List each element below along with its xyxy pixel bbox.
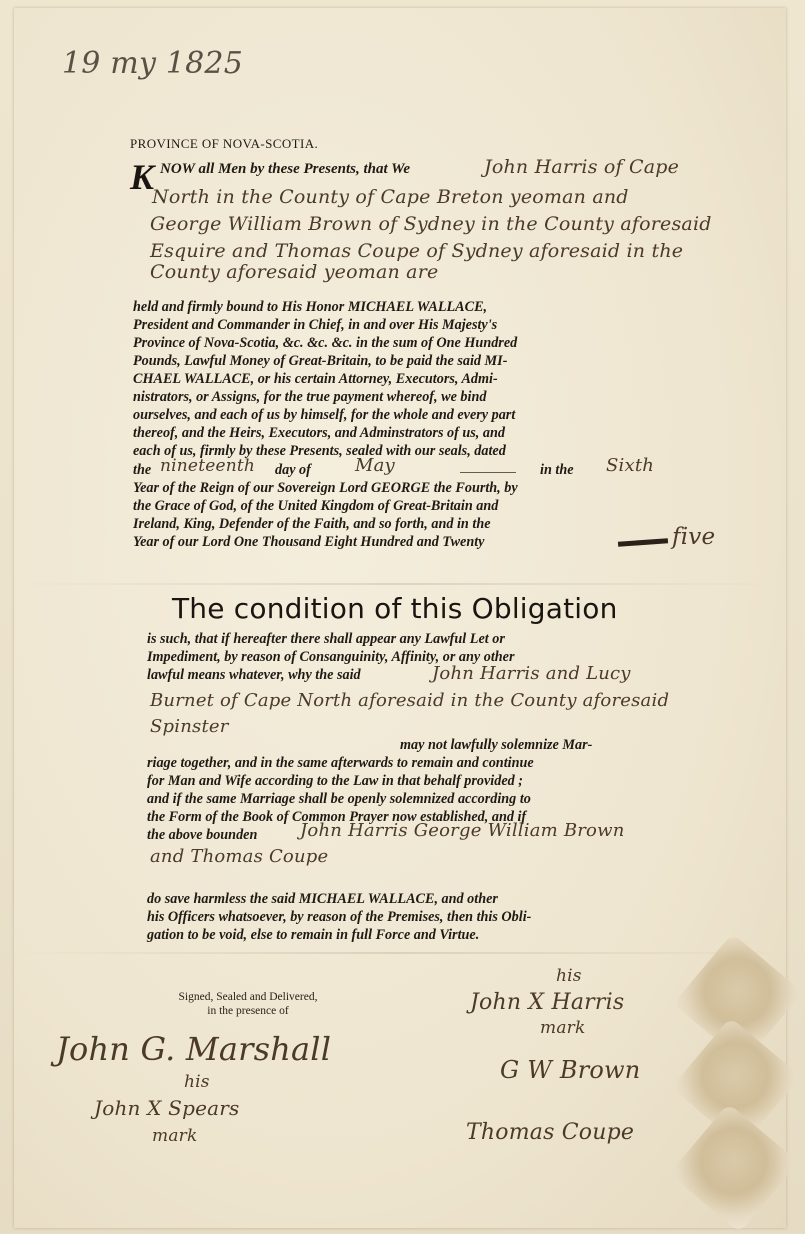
condition-line: riage together, and in the same afterwards to remain and continue [147, 755, 534, 771]
signer-signature: G W Brown [500, 1056, 641, 1084]
regnal-year: Sixth [606, 455, 655, 476]
province-heading: PROVINCE OF NOVA-SCOTIA. [130, 136, 319, 151]
bond-opening: NOW all Men by these Presents, that We [160, 161, 411, 177]
witness-label [168, 990, 328, 1018]
bond-text-line: CHAEL WALLACE, or his certain Attorney, Executors, Admi- [133, 371, 498, 387]
condition-line: and if the same Marriage shall be openly solemnized according to [147, 791, 531, 807]
date-line-prefix: the [133, 462, 152, 478]
condition-line: the Form of the Book of Common Prayer now established, and if [147, 809, 527, 825]
bond-names-line: Esquire and Thomas Coupe of Sydney aforesaid in the [150, 240, 684, 262]
bond-text-line: President and Commander in Chief, in and over His Majesty's [133, 317, 498, 333]
signer-signature: Thomas Coupe [466, 1120, 635, 1145]
bounden-line: John Harris George William Brown [300, 820, 625, 841]
paper-fold [14, 952, 786, 954]
bounden-line: and Thomas Coupe [150, 846, 329, 867]
date-line-mid: day of [275, 462, 311, 478]
drop-cap: K [130, 157, 155, 197]
condition-line: the above bounden [147, 827, 258, 843]
witness-signature: John G. Marshall [56, 1030, 332, 1068]
condition-line: his Officers whatsoever, by reason of the Premises, then this Obli- [147, 909, 532, 925]
bond-text-line: each of us, firmly by these Presents, sealed with our seals, dated [133, 443, 506, 459]
condition-title: The condition of this Obligation [172, 592, 618, 625]
date-line-post: in the [540, 462, 574, 478]
bond-names-line: George William Brown of Sydney in the County aforesaid [150, 213, 712, 235]
parties-line: Spinster [150, 716, 229, 737]
signer-signature: John X Harris [470, 990, 625, 1015]
year-five: five [672, 524, 716, 550]
condition-line: lawful means whatever, why the said [147, 667, 361, 683]
reign-line: the Grace of God, of the United Kingdom of Great-Britain and [133, 498, 499, 514]
parties-line: Burnet of Cape North aforesaid in the County aforesaid [150, 690, 670, 711]
reign-line: Year of the Reign of our Sovereign Lord GEORGE the Fourth, by [133, 480, 518, 496]
signer-his: his [556, 966, 582, 986]
condition-line: may not lawfully solemnize Mar- [400, 737, 593, 753]
reign-line: Ireland, King, Defender of the Faith, and so forth, and in the [133, 516, 491, 532]
bond-names-line: County aforesaid yeoman are [150, 261, 439, 283]
bond-text-line: Province of Nova-Scotia, &c. &c. &c. in the sum of One Hundred [133, 335, 518, 351]
bond-text-line: Pounds, Lawful Money of Great-Britain, to be paid the said MI- [133, 353, 508, 369]
signer-mark: mark [540, 1018, 586, 1038]
bond-names-line: John Harris of Cape [484, 156, 680, 178]
witness-his: his [184, 1072, 210, 1092]
condition-line: is such, that if hereafter there shall appear any Lawful Let or [147, 631, 505, 647]
witness-mark: mark [152, 1126, 198, 1146]
bond-text-line: thereof, and the Heirs, Executors, and Adminstrators of us, and [133, 425, 505, 441]
bond-text-line: held and firmly bound to His Honor MICHAEL WALLACE, [133, 299, 488, 315]
witness-signature: John X Spears [94, 1096, 240, 1120]
parties-line: John Harris and Lucy [432, 663, 631, 684]
condition-line: do save harmless the said MICHAEL WALLACE, and other [147, 891, 498, 907]
reign-line: Year of our Lord One Thousand Eight Hundred and Twenty [133, 534, 485, 550]
paper-fold [14, 583, 786, 585]
date-day: nineteenth [160, 456, 256, 476]
condition-line: gation to be void, else to remain in full Force and Virtue. [147, 927, 480, 943]
witness-label-line: Signed, Sealed and Delivered, [178, 991, 318, 1003]
condition-line: for Man and Wife according to the Law in that behalf provided ; [147, 773, 523, 789]
date-month: May [355, 455, 395, 476]
bond-text-line: nistrators, or Assigns, for the true payment whereof, we bind [133, 389, 487, 405]
bond-names-line: North in the County of Cape Breton yeoman and [152, 186, 629, 208]
condition-line: Impediment, by reason of Consanguinity, Affinity, or any other [147, 649, 515, 665]
witness-label-line: in the presence of [207, 1005, 289, 1017]
date-note: 19 my 1825 [62, 46, 243, 81]
blank-rule [460, 472, 516, 473]
bond-text-line: ourselves, and each of us by himself, for the whole and every part [133, 407, 516, 423]
